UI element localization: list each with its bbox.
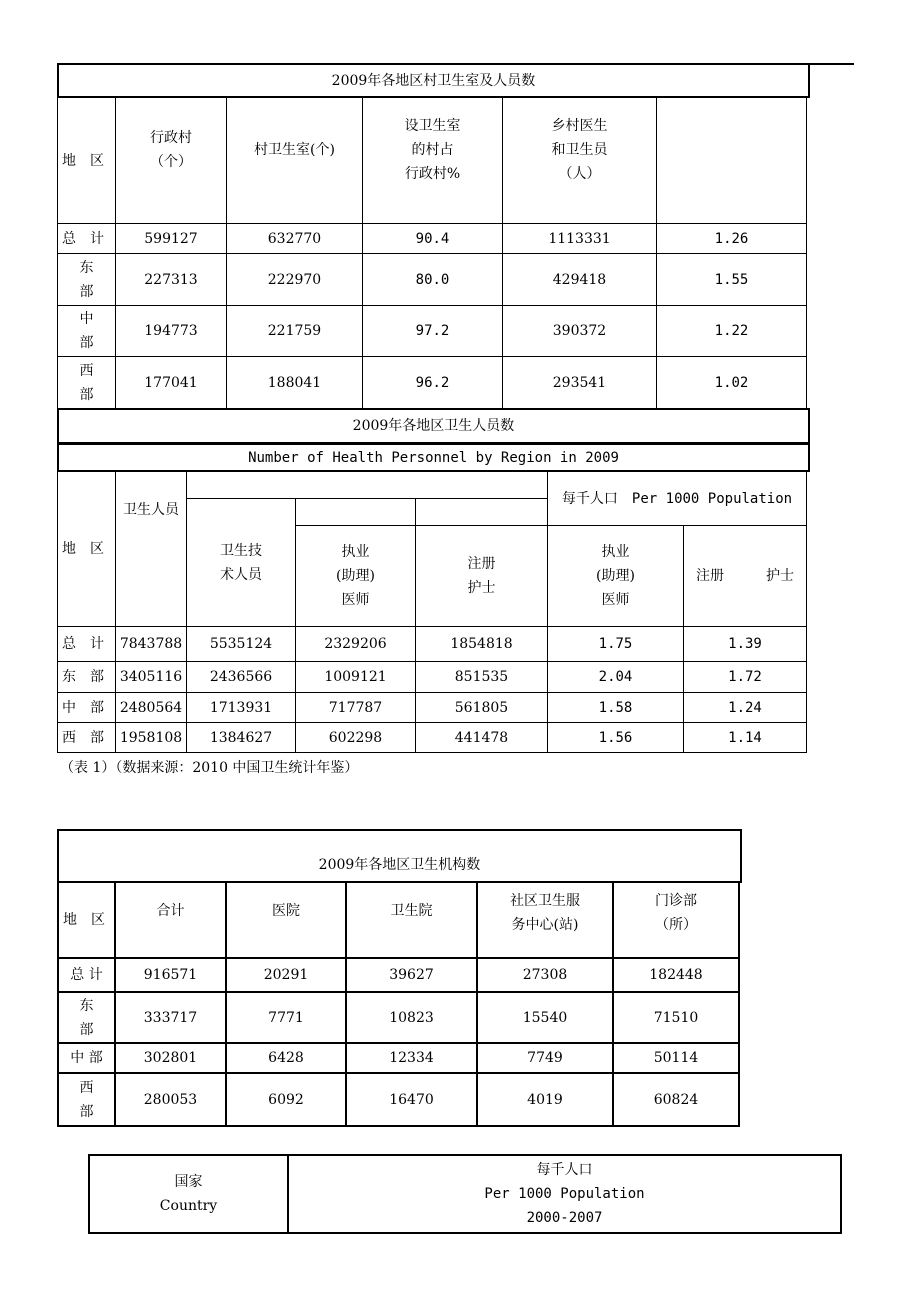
table3-cell: 333717 [114,991,227,1044]
table3-cell: 39627 [345,957,478,993]
header-per-nurse: 注册 护士 [683,525,807,627]
table2-cell: 1009121 [295,661,416,693]
table1-cell: 1.26 [656,223,807,254]
table3-cell: 7771 [225,991,347,1044]
table2-cell: 2436566 [186,661,296,693]
table2-cell: 2329206 [295,626,416,662]
header-blank [186,471,548,499]
table3-cell: 916571 [114,957,227,993]
table1-cell: 1.22 [656,305,807,357]
table3-cell: 4019 [476,1072,614,1127]
table3-cell: 50114 [612,1042,740,1074]
table1-cell: 177041 [115,356,227,409]
header-health-center: 卫生院 [345,881,478,959]
header-per-1000-years: 每千人口 Per 1000 Population 2000-2007 [287,1154,842,1234]
table1-cell: 222970 [226,253,363,306]
table3-row-region: 总 计 [57,957,116,993]
table2-cell: 1958108 [115,722,187,753]
table2-cell: 7843788 [115,626,187,662]
table1-row-region: 总 计 [57,223,116,254]
table1-cell: 293541 [502,356,657,409]
header-blank [295,498,416,526]
table2-cell: 1.58 [547,692,684,723]
table3-cell: 280053 [114,1072,227,1127]
header-nurse: 注册 护士 [415,525,548,627]
table3-row-region: 中 部 [57,1042,116,1074]
table1-cell: 429418 [502,253,657,306]
table3-row-region: 西 部 [57,1072,116,1127]
table2-cell: 1.39 [683,626,807,662]
table2-cell: 851535 [415,661,548,693]
table3-cell: 10823 [345,991,478,1044]
table2-cell: 3405116 [115,661,187,693]
table3-title: 2009年各地区卫生机构数 [57,829,742,883]
header-region: 地 区 [57,881,116,959]
table1-cell: 194773 [115,305,227,357]
header-per-physician: 执业 (助理) 医师 [547,525,684,627]
table1-cell: 221759 [226,305,363,357]
header-extra [656,97,807,224]
header-region: 地 区 [57,471,116,627]
table2-cell: 1854818 [415,626,548,662]
header-blank [415,498,548,526]
header-total: 合计 [114,881,227,959]
table2-cell: 1.56 [547,722,684,753]
table3-cell: 71510 [612,991,740,1044]
table1-cell: 188041 [226,356,363,409]
table3-cell: 27308 [476,957,614,993]
header-per-1000: 每千人口 Per 1000 Population [547,471,807,526]
table2-cell: 561805 [415,692,548,723]
table1-cell: 1113331 [502,223,657,254]
table2-cell: 1384627 [186,722,296,753]
header-clinic: 门诊部 （所） [612,881,740,959]
table1-cell: 1.55 [656,253,807,306]
table3-cell: 6092 [225,1072,347,1127]
table2-cell: 1.72 [683,661,807,693]
table1-cell: 80.0 [362,253,503,306]
table2-row-region: 西 部 [57,722,116,753]
table2-cell: 2480564 [115,692,187,723]
table1-title: 2009年各地区村卫生室及人员数 [57,63,810,98]
table1-row-region: 东 部 [57,253,116,306]
table2-cell: 441478 [415,722,548,753]
header-country: 国家 Country [88,1154,289,1234]
table1-cell: 632770 [226,223,363,254]
table2-row-region: 东 部 [57,661,116,693]
table3-cell: 16470 [345,1072,478,1127]
table1-cell: 90.4 [362,223,503,254]
table1-cell: 96.2 [362,356,503,409]
table1-row-region: 西 部 [57,356,116,409]
header-hospital: 医院 [225,881,347,959]
table2-cell: 5535124 [186,626,296,662]
table3-cell: 60824 [612,1072,740,1127]
table2-cell: 717787 [295,692,416,723]
header-community: 社区卫生服 务中心(站) [476,881,614,959]
header-region: 地 区 [57,97,116,224]
source-note: （表 1）（数据来源：2010 中国卫生统计年鉴） [60,760,359,776]
table2-cell: 1.14 [683,722,807,753]
table1-cell: 599127 [115,223,227,254]
header-village-doctors: 乡村医生 和卫生员 （人） [502,97,657,224]
table2-title: 2009年各地区卫生人员数 [57,408,810,444]
header-physician: 执业 (助理) 医师 [295,525,416,627]
table1-cell: 227313 [115,253,227,306]
header-personnel: 卫生人员 [115,471,187,627]
table3-cell: 7749 [476,1042,614,1074]
table2-subtitle: Number of Health Personnel by Region in 2009 [57,443,810,472]
table3-cell: 15540 [476,991,614,1044]
table3-cell: 6428 [225,1042,347,1074]
table3-cell: 302801 [114,1042,227,1074]
table2-cell: 602298 [295,722,416,753]
table3-cell: 12334 [345,1042,478,1074]
table3-cell: 20291 [225,957,347,993]
header-admin-villages: 行政村 （个） [115,97,227,224]
table1-cell: 390372 [502,305,657,357]
table2-cell: 1.75 [547,626,684,662]
table1-cell: 1.02 [656,356,807,409]
header-pct-villages: 设卫生室 的村占 行政村% [362,97,503,224]
table2-row-region: 中 部 [57,692,116,723]
table2-cell: 2.04 [547,661,684,693]
table3-cell: 182448 [612,957,740,993]
table3-row-region: 东 部 [57,991,116,1044]
divider [808,63,854,65]
table2-cell: 1.24 [683,692,807,723]
table2-row-region: 总 计 [57,626,116,662]
header-tech: 卫生技 术人员 [186,498,296,627]
table1-row-region: 中 部 [57,305,116,357]
header-clinics: 村卫生室(个) [226,97,363,224]
table1-cell: 97.2 [362,305,503,357]
table2-cell: 1713931 [186,692,296,723]
